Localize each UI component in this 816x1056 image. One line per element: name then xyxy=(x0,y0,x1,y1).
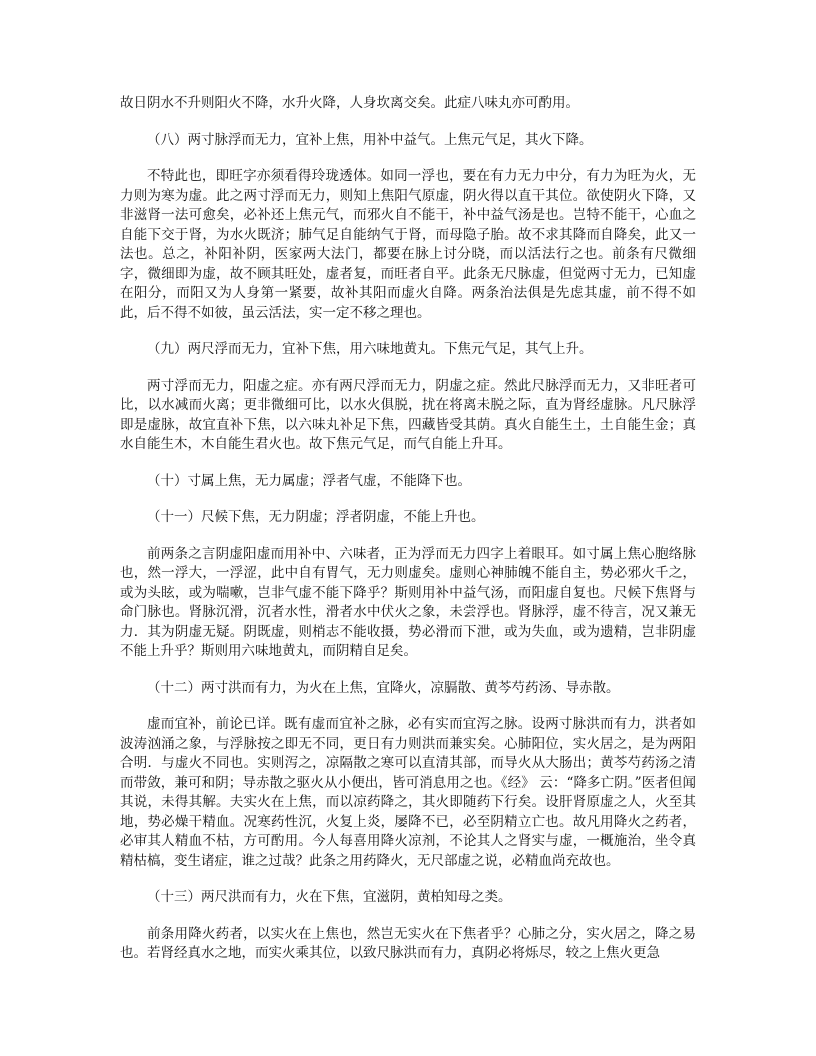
section-heading-8: （八）两寸脉浮而无力，宜补上焦，用补中益气。上焦元气足，其火下降。 xyxy=(147,131,593,148)
paragraph-body: 前两条之言阴虚阳虚而用补中、六味者，正为浮而无力四字上着眼耳。如寸属上焦心胞络脉也，然一浮大，一浮涩，此中自有胃气，无力则虚矣。虚则心神肺魄不能自主，势必邪火千之，或为头眩，或为喘嗽，岂非气虚不能下降乎？斯则用补中益气汤，而阳虚自复也。尺候下焦肾与命门脉也。肾脉沉滑，沉者水性，滑者水中伏火之象，未尝浮也。肾脉浮，虚不待言，况又兼无力．其为阴虚无疑。阴既虚，则梢志不能收摄，势必滑而下泄，或为失血，或为遗精，岂非阴虚不能上升乎？斯则用六味地黄丸，而阴精自足矣。 xyxy=(120,545,696,659)
section-heading-10: （十）寸属上焦，无力属虚；浮者气虚，不能降下也。 xyxy=(147,472,471,489)
section-heading-13: （十三）两尺洪而有力，火在下焦，宜滋阴，黄柏知母之类。 xyxy=(147,889,512,905)
paragraph-body: 两寸浮而无力，阳虚之症。亦有两尺浮而无力，阴虚之症。然此尺脉浮而无力，又非旺者可比，以水减而火离；更非微细可比，以水火俱脱，扰在将离未脱之际，直为肾经虚脉。凡尺脉浮即是虚脉，故宜直补下焦，以六味丸补足下焦，四藏皆受其荫。真火自能生土，土自能生金；真水自能生木，木自能生君火也。故下焦元气足，而气自能上升耳。 xyxy=(120,377,696,452)
paragraph-continuation: 故日阴水不升则阳火不降，水升火降，人身坎离交矣。此症八味丸亦可酌用。 xyxy=(120,95,579,111)
section-heading-11: （十一）尺候下焦，无力阴虚；浮者阴虚，不能上升也。 xyxy=(147,509,485,525)
section-heading-9: （九）两尺浮而无力，宜补下焦，用六味地黄丸。下焦元气足，其气上升。 xyxy=(147,341,593,357)
section-heading-12: （十二）两寸洪而有力，为火在上焦，宜降火，凉膈散、黄芩芍药汤、导赤散。 xyxy=(147,679,620,696)
paragraph-body: 虚而宜补，前论已详。既有虚而宜补之脉，必有实而宜泻之脉。设两寸脉洪而有力，洪者如波涛汹涌之象，与浮脉按之即无不同，更日有力则洪而兼实矣。心肺阳位，实火居之，是为两阳合明．与虚火不同也。实则泻之，凉隔散之寒可以直清其部，而导火从大肠出；黄芩芍药汤之清而带敛，兼可和阴；导赤散之驱火从小便出，皆可消息用之也。《经》 云：“降多亡阴。”医者但闻其说，未得其解。夫实火在上焦，而以凉药降之，其火即随药下行矣。设肝肾原虚之人，火至其地，势必燥干精血。况寒药性沉，火复上炎，屡降不已，必至阴精立亡也。故凡用降火之药者，必审其人精血不枯，方可酌用。今人每喜用降火凉剂，不论其人之肾实与虚，一概施治，坐令真精枯槁，变生诸症，谁之过哉？此条之用药降火，无尺部虚之说，必精血尚充故也。 xyxy=(120,716,696,869)
paragraph-body: 不特此也，即旺字亦须看得玲珑透体。如同一浮也，要在有力无力中分，有力为旺为火，无力则为寒为虚。此之两寸浮而无力，则知上焦阳气原虚，阴火得以直干其位。欲使阴火下降，又非滋肾一法可愈矣，必补还上焦元气，而邪火自不能干，补中益气汤是也。岂特不能干，心血之自能下交于肾，为水火既济；肺气足自能纳气于肾，而母隐子胎。故不求其降而自降矣，此又一法也。总之，补阳补阴，医家两大法门，都要在脉上讨分晓，而以活法行之也。前条有尺微细字，微细即为虚，故不顾其旺处，虚者复，而旺者自平。此条无尺脉虚，但觉两寸无力，已知虚在阳分，而阳又为人身第一紧要，故补其阳而虚火自降。两条治法俱是先虑其虚，前不得不如此，后不得不如彼，虽云活法，实一定不移之理也。 xyxy=(120,168,696,321)
paragraph-body: 前条用降火药者，以实火在上焦也，然岂无实火在下焦者乎？心肺之分，实火居之，降之易也。若肾经真水之地，而实火乘其位，以致尺脉洪而有力，真阴必将烁尽，较之上焦火更急 xyxy=(120,925,696,961)
